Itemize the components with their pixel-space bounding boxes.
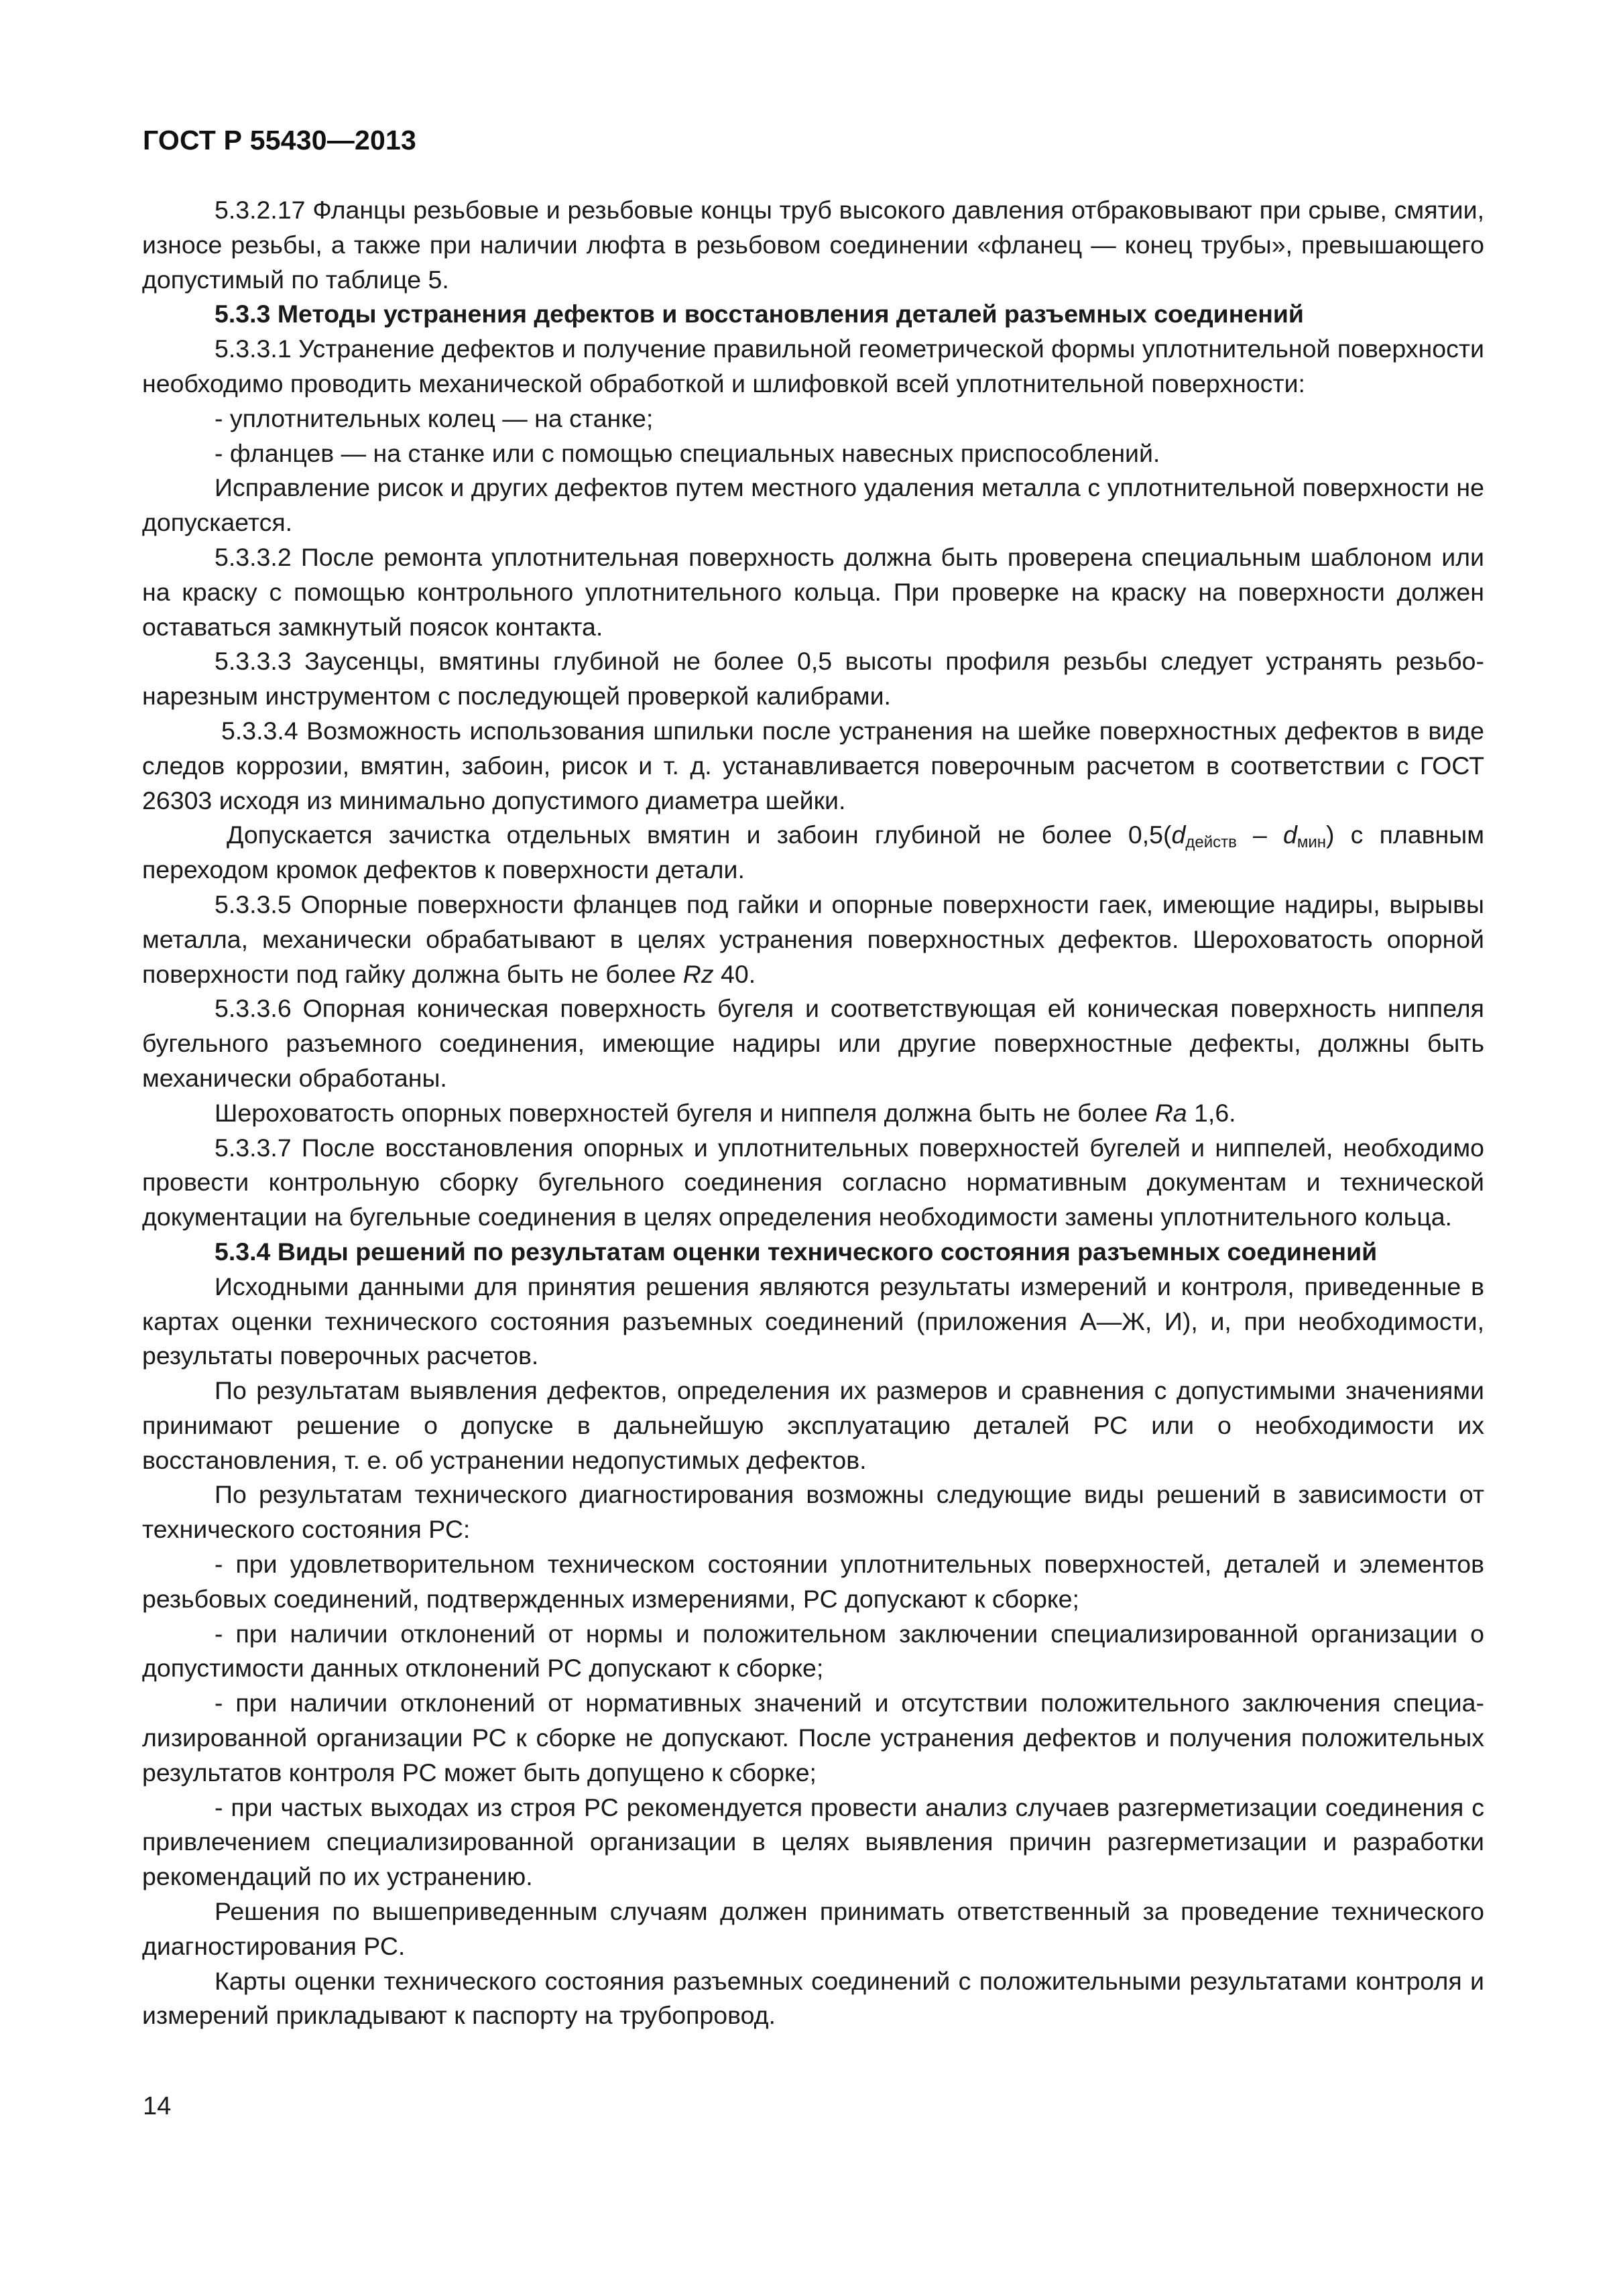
paragraph-scratch-correction: Исправление рисок и других дефектов путем местного удаления металла с уплотнительной поверхности не допускается. <box>142 473 1484 537</box>
paragraph-assessment-cards: Карты оценки технического состояния разъемных соединений с положительными результатами контроля и измерений прикладывают к паспорту на трубопровод. <box>142 1966 1484 2030</box>
paragraph-initial-data: Исходными данными для принятия решения являются результаты измерений и контроля, приведенные в картах оценки технического состояния разъемных соединений (приложения А—Ж, И), и, при необходимости, результаты поверочных расчетов. <box>142 1272 1484 1370</box>
paragraph-5-3-3-5 <box>142 888 1484 991</box>
roughness-symbol-rz: Rz <box>682 959 714 988</box>
paragraph-roughness-ra-text: Шероховатость опорных поверхностей бугеля и ниппеля должна быть не более <box>215 1098 1155 1127</box>
paragraph-5-3-3-7: 5.3.3.7 После восстановления опорных и уплотнительных поверхностей бугелей и ниппелей, необходимо провести контрольную сборку бугельного соединения согласно нормативным документам и технической документации на бугельные соединения в целях определения необходимости замены уплотнительного кольца. <box>142 1133 1484 1231</box>
document-body <box>142 193 1484 2033</box>
formula-var-d-1: d <box>1171 821 1186 849</box>
paragraph-5-3-2-17: 5.3.2.17 Фланцы резьбовые и резьбовые концы труб высокого давления отбраковывают при срыве, смятии, износе резьбы, а также при наличии люфта в резьбовом соединении «фланец — конец трубы», превышающего допустимый по таблице 5. <box>142 196 1484 294</box>
section-heading-5-3-3: 5.3.3 Методы устранения дефектов и восстановления деталей разъемных соединений <box>215 300 1304 328</box>
roughness-symbol-ra: Ra <box>1154 1098 1187 1127</box>
formula-var-d-2: d <box>1283 821 1297 849</box>
formula-sub-deystv: действ <box>1185 833 1237 852</box>
formula-sub-min: мин <box>1297 833 1327 852</box>
paragraph-defect-decision: По результатам выявления дефектов, определения их размеров и сравнения с допустимыми значениями принимают решение о допуске в дальнейшую эксплуатацию деталей РС или о необходимости их восстановления, т. е. об устранении недопустимых дефектов. <box>142 1376 1484 1474</box>
paragraph-5-3-3-6: 5.3.3.6 Опорная коническая поверхность бугеля и соответствующая ей коническая поверхность ниппеля бугельного разъемного соединения, имеющие надиры или другие поверхностные дефекты, должны быть механически обработаны. <box>142 994 1484 1092</box>
paragraph-roughness-ra <box>142 1096 1484 1131</box>
list-item-flanges: - фланцев — на станке или с помощью специальных навесных приспособлений. <box>215 438 1160 467</box>
list-item-decision-deviation-rejected: - при наличии отклонений от нормативных значений и отсутствии положительного заключения специализированной организации РС к сборке не допускают. После устранения дефектов и получения положительных результатов контроля РС может быть допущено к сборке; <box>142 1689 1484 1787</box>
section-heading-5-3-4: 5.3.4 Виды решений по результатам оценки технического состояния разъемных соединений <box>215 1237 1378 1266</box>
page-number: 14 <box>143 2092 172 2120</box>
paragraph-responsible-person: Решения по вышеприведенным случаям должен принимать ответственный за проведение технического диагностирования РС. <box>142 1897 1484 1960</box>
paragraph-5-3-3-5-text: 5.3.3.5 Опорные поверхности фланцев под гайки и опорные поверхности гаек, имеющие надиры, вырывы металла, механически обрабатывают в целях устранения поверхностных дефектов. Шероховатость опорной поверхности под гайку должна быть не более <box>142 890 1484 988</box>
list-item-decision-deviation-approved: - при наличии отклонений от нормы и положительном заключении специализированной организации о допустимости данных отклонений РС допускают к сборке; <box>142 1619 1484 1683</box>
paragraph-5-3-3-4: 5.3.3.4 Возможность использования шпильки после устранения на шейке поверхностных дефектов в виде следов коррозии, вмятин, забоин, рисок и т. д. устанавливается поверочным расчетом в соответствии с ГОСТ 26303 исходя из минимально допустимого диаметра шейки. <box>142 716 1484 814</box>
dent-cleaning-text-end: ) с плавным переходом кромок дефектов к поверхности детали. <box>142 821 1484 884</box>
document-header: ГОСТ Р 55430—2013 <box>143 125 416 156</box>
list-item-decision-frequent-failures: - при частых выходах из строя РС рекомендуется провести анализ случаев разгерметизации соединения с привлечением специализированной организации в целях выявления причин разгерметизации и разработки рекомендаций по их устранению. <box>142 1793 1484 1891</box>
list-item-decision-satisfactory: - при удовлетворительном техническом состоянии уплотнительных поверхностей, деталей и элементов резьбовых соединений, подтвержденных измерениями, РС допускают к сборке; <box>142 1550 1484 1613</box>
paragraph-decision-types: По результатам технического диагностирования возможны следующие виды решений в зависимости от технического состояния РС: <box>142 1480 1484 1544</box>
paragraph-5-3-3-1: 5.3.3.1 Устранение дефектов и получение правильной геометрической формы уплотнительной поверхности необходимо проводить механической обработкой и шлифовкой всей уплотнительной поверхности: <box>142 335 1484 398</box>
formula-minus: – <box>1236 821 1284 849</box>
paragraph-dent-cleaning <box>142 818 1484 888</box>
paragraph-5-3-3-2: 5.3.3.2 После ремонта уплотнительная поверхность должна быть проверена специальным шаблоном или на краску с помощью контрольного уплотнительного кольца. При проверке на краску на поверхности должен оставаться замкнутый поясок контакта. <box>142 542 1484 641</box>
roughness-value-rz: 40. <box>713 959 756 988</box>
dent-cleaning-text-start: Допускается зачистка отдельных вмятин и забоин глубиной не более 0,5( <box>227 821 1172 849</box>
list-item-rings: - уплотнительных колец — на станке; <box>215 404 654 432</box>
paragraph-5-3-3-3: 5.3.3.3 Заусенцы, вмятины глубиной не более 0,5 высоты профиля резьбы следует устранять резьбонарезным инструментом с последующей проверкой калибрами. <box>142 647 1484 711</box>
roughness-value-ra: 1,6. <box>1187 1098 1236 1127</box>
